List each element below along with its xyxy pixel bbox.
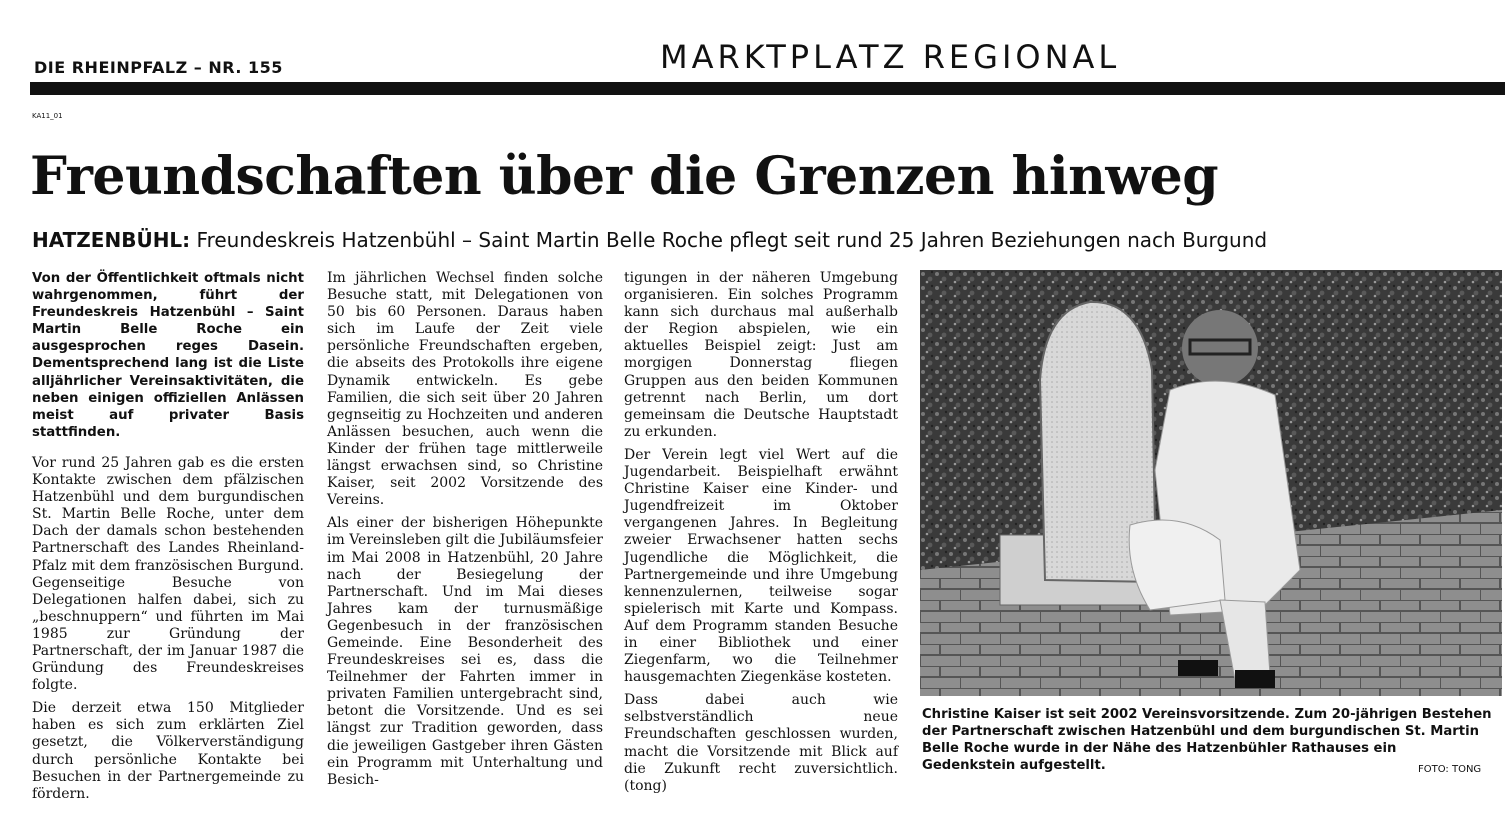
subheadline bbox=[32, 228, 1267, 252]
subheadline-text: Freundeskreis Hatzenbühl – Saint Martin Belle Roche pflegt seit rund 25 Jahren Beziehungen nach Burgund bbox=[196, 228, 1268, 252]
paragraph: Vor rund 25 Jahren gab es die ersten Kontakte zwischen dem pfälzischen Hatzenbühl und dem burgundischen St. Martin Belle Roche, unter dem Dach der damals schon bestehenden Partnerschaft des Landes Rheinland-Pfalz mit dem französischen Burgund. Gegenseitige Besuche von Delegationen halfen dabei, sich zu „beschnuppern“ und führten im Mai 1985 zur Gründung der Partnerschaft, der im Januar 1987 die Gründung des Freundeskreises folgte. bbox=[32, 454, 304, 694]
section-title: MARKTPLATZ REGIONAL bbox=[660, 38, 1121, 76]
person-shoe bbox=[1235, 670, 1275, 688]
publication-name: DIE RHEINPFALZ – NR. 155 bbox=[34, 58, 283, 77]
paragraph: tigungen in der näheren Umgebung organisieren. Ein solches Programm kann sich durchaus mal außerhalb der Region abspielen, wie ein aktuelles Beispiel zeigt: Just am morgigen Donnerstag fliegen Gruppen aus den beiden Kommunen getrennt nach Berlin, um dort gemeinsam die Deutsche Hauptstadt zu erkunden. bbox=[624, 270, 898, 440]
headline: Freundschaften über die Grenzen hinweg bbox=[30, 146, 1219, 207]
header-rule bbox=[30, 82, 1505, 95]
article-column-2 bbox=[327, 270, 603, 795]
page-code: KA11_01 bbox=[32, 112, 63, 120]
paragraph: Als einer der bisherigen Höhepunkte im Vereinsleben gilt die Jubiläumsfeier im Mai 2008 in Hatzenbühl, 20 Jahre nach der Besiegelung der Partnerschaft. Und im Mai dieses Jahres kam der turnusmäßige Gegenbesuch in der französischen Gemeinde. Eine Besonderheit des Freundeskreises sei es, dass die Teilnehmer der Fahrten immer in privaten Familien untergebracht sind, betont die Vorsitzende. Und es sei längst zur Tradition geworden, dass die jeweiligen Gastgeber ihren Gästen ein Programm mit Unterhaltung und Besich- bbox=[327, 515, 603, 788]
paragraph: Im jährlichen Wechsel finden solche Besuche statt, mit Delegationen von 50 bis 60 Personen. Daraus haben sich im Laufe der Zeit viele persönliche Freundschaften ergeben, die abseits des Protokolls ihre eigene Dynamik entwickeln. Es gebe Familien, die sich seit über 20 Jahren gegnseitig zu Hochzeiten und anderen Anlässen besuchen, auch wenn die Kinder der frühen tage mittlerweile längst erwachsen sind, so Christine Kaiser, seit 2002 Vorsitzende des Vereins. bbox=[327, 270, 603, 509]
person-knee bbox=[1129, 520, 1225, 610]
article-column-3 bbox=[624, 270, 898, 801]
paragraph: Der Verein legt viel Wert auf die Jugendarbeit. Beispielhaft erwähnt Christine Kaiser eine Kinder- und Jugendfreizeit im Oktober vergangenen Jahres. In Begleitung zweier Erwachsener hatten sechs Jugendliche die Möglichkeit, die Partnergemeinde und ihre Umgebung kennenzulernen, teilweise sogar spielerisch mit Karte und Kompass. Auf dem Programm standen Besuche in einer Bibliothek und einer Ziegenfarm, wo die Teilnehmer hausgemachten Ziegenkäse kosteten. bbox=[624, 446, 898, 686]
dateline: HATZENBÜHL: bbox=[32, 228, 191, 252]
photo-caption: Christine Kaiser ist seit 2002 Vereinsvorsitzende. Zum 20-jährigen Bestehen der Partnerschaft zwischen Hatzenbühl und dem burgundischen St. Martin Belle Roche wurde in der Nähe des Hatzenbühler Rathauses ein Gedenkstein aufgestellt. bbox=[922, 707, 1492, 774]
paragraph: Die derzeit etwa 150 Mitglieder haben es sich zum erklärten Ziel gesetzt, die Völkerverständigung durch persönliche Kontakte bei Besuchen in der Partnergemeinde zu fördern. bbox=[32, 700, 304, 802]
person-head bbox=[1182, 310, 1258, 386]
lead-paragraph: Von der Öffentlichkeit oftmals nicht wahrgenommen, führt der Freundeskreis Hatzenbühl – Saint Martin Belle Roche ein ausgesprochen reges Dasein. Dementsprechend lang ist die Liste alljährlicher Vereinsaktivitäten, die neben einigen offiziellen Anlässen meist auf privater Basis stattfinden. bbox=[32, 271, 304, 440]
paragraph: Dass dabei auch wie selbstverständlich neue Freundschaften geschlossen wurden, macht die Vorsitzende mit Blick auf die Zukunft recht zuversichtlich. (tong) bbox=[624, 692, 898, 794]
person-shoe bbox=[1178, 660, 1218, 676]
article-column-1 bbox=[32, 270, 304, 809]
article-photo bbox=[920, 270, 1502, 696]
photo-credit: FOTO: TONG bbox=[1418, 764, 1482, 775]
